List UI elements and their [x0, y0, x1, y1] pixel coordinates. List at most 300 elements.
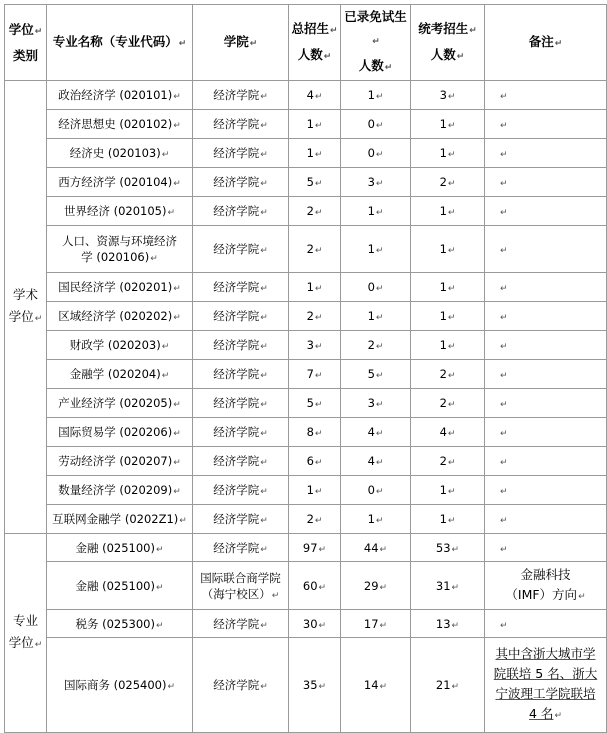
cell-text: 学 (020106) [81, 250, 150, 264]
exempt-cell [341, 81, 411, 110]
paragraph-mark: ↵ [447, 284, 456, 294]
cell-text: 经济学院 [213, 512, 260, 526]
school-cell [193, 360, 289, 389]
table-row [5, 110, 607, 139]
paragraph-mark: ↵ [500, 620, 508, 631]
cell-text: 经济学院 [213, 454, 260, 468]
paragraph-mark: ↵ [447, 400, 456, 410]
paragraph-mark: ↵ [314, 458, 323, 468]
cell-text: 2 [367, 338, 375, 352]
paragraph-mark: ↵ [375, 150, 384, 160]
header-major: 专业名称（专业代码）↵ [47, 5, 193, 81]
school-cell [193, 302, 289, 331]
paragraph-mark: ↵ [379, 620, 388, 631]
cell-text: 国民经济学 (020201) [58, 280, 173, 294]
header-total: 总招生↵ 人数↵ [289, 5, 341, 81]
major-cell [47, 360, 193, 389]
paragraph-mark: ↵ [375, 121, 384, 131]
cell-text: 其中含浙大城市学 [495, 646, 596, 661]
paragraph-mark: ↵ [447, 487, 456, 497]
major-cell [47, 610, 193, 638]
paragraph-mark: ↵ [34, 640, 43, 650]
header-exempt: 已录免试生↵ 人数↵ [341, 5, 411, 81]
paragraph-mark: ↵ [34, 314, 43, 324]
paragraph-mark: ↵ [314, 284, 323, 294]
exam-cell [411, 389, 485, 418]
major-cell [47, 331, 193, 360]
cell-text: 产业经济学 (020205) [58, 396, 173, 410]
paragraph-mark: ↵ [150, 254, 158, 264]
exempt-cell [341, 273, 411, 302]
paragraph-mark: ↵ [314, 371, 323, 381]
paragraph-mark: ↵ [260, 400, 268, 410]
table-row [5, 638, 607, 733]
paragraph-mark: ↵ [173, 121, 181, 131]
cell-text: 1 [439, 204, 447, 218]
cell-text: 1 [439, 309, 447, 323]
paragraph-mark: ↵ [173, 400, 181, 410]
paragraph-mark: ↵ [260, 246, 268, 256]
school-cell [193, 610, 289, 638]
paragraph-mark: ↵ [173, 284, 181, 294]
note-cell [485, 389, 607, 418]
note-cell [485, 81, 607, 110]
header-school: 学院↵ [193, 5, 289, 81]
cell-text: 1 [439, 146, 447, 160]
exempt-cell [341, 331, 411, 360]
school-cell [193, 331, 289, 360]
cell-text: 经济思想史 (020102) [58, 117, 173, 131]
major-cell [47, 476, 193, 505]
cell-text: 1 [367, 204, 375, 218]
cell-text: 院联培 5 名、浙大 [493, 666, 598, 681]
school-cell [193, 139, 289, 168]
paragraph-mark: ↵ [500, 246, 508, 256]
cell-text: 31 [435, 578, 451, 593]
cell-text: 劳动经济学 (020207) [58, 454, 173, 468]
cell-text: 2 [439, 396, 447, 410]
table-row [5, 302, 607, 331]
school-cell [193, 534, 289, 562]
paragraph-mark: ↵ [500, 121, 508, 131]
school-cell [193, 418, 289, 447]
exam-cell [411, 638, 485, 733]
exam-cell [411, 534, 485, 562]
paragraph-mark: ↵ [451, 582, 460, 593]
cell-text: 1 [367, 512, 375, 526]
school-cell [193, 110, 289, 139]
header-exam: 统考招生↵ 人数↵ [411, 5, 485, 81]
note-cell [485, 418, 607, 447]
paragraph-mark: ↵ [167, 682, 176, 692]
paragraph-mark: ↵ [500, 208, 508, 218]
cell-text: 3 [306, 338, 314, 352]
paragraph-mark: ↵ [379, 582, 388, 593]
table-row [5, 610, 607, 638]
paragraph-mark: ↵ [318, 620, 327, 631]
total-cell [289, 226, 341, 273]
total-cell [289, 110, 341, 139]
cell-text: 财政学 (020203) [69, 338, 161, 352]
total-cell [289, 139, 341, 168]
total-cell [289, 81, 341, 110]
paragraph-mark: ↵ [260, 516, 268, 526]
school-cell [193, 562, 289, 610]
note-cell [485, 226, 607, 273]
paragraph-mark: ↵ [375, 371, 384, 381]
cell-text: 5 [306, 175, 314, 189]
table-row [5, 505, 607, 534]
cell-text: （IMF）方向 [505, 586, 578, 602]
school-cell [193, 476, 289, 505]
table-row [5, 139, 607, 168]
paragraph-mark: ↵ [260, 544, 268, 555]
exempt-cell [341, 302, 411, 331]
cell-text: 税务 (025300) [75, 616, 155, 631]
table-row [5, 81, 607, 110]
cell-text: 经济学院 [213, 338, 260, 352]
paragraph-mark: ↵ [173, 429, 181, 439]
school-cell [193, 197, 289, 226]
paragraph-mark: ↵ [260, 284, 268, 294]
cell-text: 国际联合商学院 [200, 570, 281, 585]
paragraph-mark: ↵ [500, 516, 508, 526]
cell-text: 经济学院 [213, 309, 260, 323]
table-row [5, 534, 607, 562]
paragraph-mark: ↵ [500, 458, 508, 468]
major-cell [47, 110, 193, 139]
paragraph-mark: ↵ [447, 458, 456, 468]
exam-cell [411, 562, 485, 610]
paragraph-mark: ↵ [375, 458, 384, 468]
paragraph-mark: ↵ [375, 208, 384, 218]
school-cell [193, 638, 289, 733]
cell-text: 国际贸易学 (020206) [58, 425, 173, 439]
paragraph-mark: ↵ [451, 544, 460, 555]
paragraph-mark: ↵ [314, 208, 323, 218]
cell-text: 17 [363, 616, 379, 631]
major-cell [47, 302, 193, 331]
school-cell [193, 447, 289, 476]
cell-text: 29 [363, 578, 379, 593]
paragraph-mark: ↵ [554, 711, 562, 721]
cell-text: 3 [439, 88, 447, 102]
cell-text: 13 [435, 616, 451, 631]
cell-text: 经济学院 [213, 204, 260, 218]
cell-text: 金融学 (020204) [69, 367, 161, 381]
note-cell [485, 610, 607, 638]
cell-text: 1 [439, 242, 447, 256]
paragraph-mark: ↵ [161, 150, 170, 160]
exam-cell [411, 139, 485, 168]
paragraph-mark: ↵ [447, 371, 456, 381]
total-cell [289, 273, 341, 302]
table-row [5, 331, 607, 360]
paragraph-mark: ↵ [314, 516, 323, 526]
paragraph-mark: ↵ [314, 179, 323, 189]
note-cell [485, 447, 607, 476]
cell-text: 2 [306, 512, 314, 526]
cell-text: 经济学院 [213, 175, 260, 189]
cell-text: 2 [306, 242, 314, 256]
cell-text: 1 [367, 242, 375, 256]
major-cell [47, 418, 193, 447]
paragraph-mark: ↵ [314, 342, 323, 352]
major-cell [47, 534, 193, 562]
paragraph-mark: ↵ [375, 342, 384, 352]
cell-text: 1 [306, 483, 314, 497]
note-cell [485, 505, 607, 534]
major-cell [47, 389, 193, 418]
exempt-cell [341, 447, 411, 476]
exam-cell [411, 273, 485, 302]
table-row [5, 418, 607, 447]
cell-text: 1 [367, 88, 375, 102]
paragraph-mark: ↵ [260, 179, 268, 189]
cell-text: 政治经济学 (020101) [58, 88, 173, 102]
major-cell [47, 81, 193, 110]
paragraph-mark: ↵ [447, 92, 456, 102]
paragraph-mark: ↵ [314, 246, 323, 256]
paragraph-mark: ↵ [375, 313, 384, 323]
cell-text: 世界经济 (020105) [63, 204, 167, 218]
cell-text: 1 [306, 117, 314, 131]
cell-text: 经济学院 [213, 146, 260, 160]
cell-text: 2 [439, 367, 447, 381]
cell-text: 经济学院 [213, 242, 260, 256]
paragraph-mark: ↵ [500, 487, 508, 497]
paragraph-mark: ↵ [318, 682, 327, 692]
paragraph-mark: ↵ [379, 682, 388, 692]
major-cell [47, 139, 193, 168]
paragraph-mark: ↵ [451, 682, 460, 692]
cell-text: 学位 [8, 309, 34, 324]
table-row [5, 389, 607, 418]
school-cell [193, 226, 289, 273]
paragraph-mark: ↵ [447, 246, 456, 256]
paragraph-mark: ↵ [314, 429, 323, 439]
header-category: 学位↵ 类别 [5, 5, 47, 81]
header-row [5, 5, 607, 81]
paragraph-mark: ↵ [314, 400, 323, 410]
cell-text: 专业 [12, 613, 38, 628]
paragraph-mark: ↵ [375, 92, 384, 102]
cell-text: 经济学院 [213, 678, 260, 692]
paragraph-mark: ↵ [375, 179, 384, 189]
exam-cell [411, 360, 485, 389]
note-cell [485, 562, 607, 610]
paragraph-mark: ↵ [314, 92, 323, 102]
paragraph-mark: ↵ [260, 458, 268, 468]
major-cell [47, 638, 193, 733]
paragraph-mark: ↵ [314, 487, 323, 497]
header-note: 备注↵ [485, 5, 607, 81]
paragraph-mark: ↵ [155, 582, 164, 593]
paragraph-mark: ↵ [318, 582, 327, 593]
paragraph-mark: ↵ [260, 150, 268, 160]
cell-text: 经济学院 [213, 540, 260, 555]
note-cell [485, 168, 607, 197]
paragraph-mark: ↵ [173, 179, 181, 189]
paragraph-mark: ↵ [260, 487, 268, 497]
exempt-cell [341, 360, 411, 389]
cell-text: 2 [439, 454, 447, 468]
cell-text: 经济学院 [213, 396, 260, 410]
cell-text: 经济学院 [213, 280, 260, 294]
cell-text: 0 [367, 146, 375, 160]
school-cell [193, 168, 289, 197]
exempt-cell [341, 476, 411, 505]
total-cell [289, 168, 341, 197]
cell-text: 14 [363, 678, 379, 692]
paragraph-mark: ↵ [260, 92, 268, 102]
cell-text: 人口、资源与环境经济 [62, 234, 177, 248]
cell-text: 6 [306, 454, 314, 468]
cell-text: 1 [439, 117, 447, 131]
table-row [5, 197, 607, 226]
table-row [5, 360, 607, 389]
exempt-cell [341, 389, 411, 418]
paragraph-mark: ↵ [314, 313, 323, 323]
total-cell [289, 302, 341, 331]
paragraph-mark: ↵ [271, 590, 280, 601]
cell-text: 0 [367, 483, 375, 497]
cell-text: 金融 (025100) [75, 540, 155, 555]
exempt-cell [341, 110, 411, 139]
exempt-cell [341, 168, 411, 197]
exam-cell [411, 302, 485, 331]
table-row [5, 447, 607, 476]
exam-cell [411, 505, 485, 534]
paragraph-mark: ↵ [260, 208, 268, 218]
major-cell [47, 562, 193, 610]
note-cell [485, 476, 607, 505]
cell-text: 1 [439, 338, 447, 352]
cell-text: 经济学院 [213, 88, 260, 102]
total-cell [289, 360, 341, 389]
paragraph-mark: ↵ [447, 313, 456, 323]
paragraph-mark: ↵ [500, 284, 508, 294]
cell-text: 经济学院 [213, 117, 260, 131]
paragraph-mark: ↵ [447, 150, 456, 160]
major-cell [47, 447, 193, 476]
exam-cell [411, 610, 485, 638]
cell-text: 4 [439, 425, 447, 439]
table-row [5, 226, 607, 273]
cell-text: 经济学院 [213, 616, 260, 631]
exam-cell [411, 476, 485, 505]
cell-text: 学位 [8, 635, 34, 650]
cell-text: 经济史 (020103) [69, 146, 161, 160]
cell-text: 4 [306, 88, 314, 102]
cell-text: 60 [302, 578, 318, 593]
cell-text: 数量经济学 (020209) [58, 483, 173, 497]
paragraph-mark: ↵ [451, 620, 460, 631]
cell-text: 4 [367, 425, 375, 439]
paragraph-mark: ↵ [179, 516, 187, 526]
note-cell [485, 331, 607, 360]
note-cell [485, 273, 607, 302]
note-cell [485, 638, 607, 733]
paragraph-mark: ↵ [260, 620, 268, 631]
paragraph-mark: ↵ [447, 121, 456, 131]
paragraph-mark: ↵ [260, 313, 268, 323]
cell-text: 5 [306, 396, 314, 410]
cell-text: 3 [367, 396, 375, 410]
paragraph-mark: ↵ [375, 284, 384, 294]
total-cell [289, 505, 341, 534]
paragraph-mark: ↵ [155, 544, 164, 555]
exempt-cell [341, 226, 411, 273]
paragraph-mark: ↵ [500, 92, 508, 102]
paragraph-mark: ↵ [447, 342, 456, 352]
total-cell [289, 331, 341, 360]
school-cell [193, 505, 289, 534]
cell-text: （海宁校区） [201, 586, 271, 601]
paragraph-mark: ↵ [500, 429, 508, 439]
total-cell [289, 418, 341, 447]
paragraph-mark: ↵ [155, 620, 164, 631]
table-body [5, 81, 607, 733]
paragraph-mark: ↵ [167, 208, 176, 218]
cell-text: 互联网金融学 (0202Z1) [52, 512, 179, 526]
paragraph-mark: ↵ [375, 400, 384, 410]
table-row [5, 562, 607, 610]
cell-text: 4 名 [529, 706, 554, 721]
cell-text: 1 [306, 280, 314, 294]
cell-text: 1 [367, 309, 375, 323]
note-cell [485, 139, 607, 168]
exempt-cell [341, 562, 411, 610]
cell-text: 1 [439, 512, 447, 526]
cell-text: 0 [367, 117, 375, 131]
paragraph-mark: ↵ [314, 150, 323, 160]
note-cell [485, 534, 607, 562]
major-cell [47, 505, 193, 534]
paragraph-mark: ↵ [578, 591, 586, 602]
admissions-table [4, 4, 607, 733]
exam-cell [411, 331, 485, 360]
exempt-cell [341, 638, 411, 733]
cell-text: 21 [435, 678, 451, 692]
exam-cell [411, 81, 485, 110]
cell-text: 8 [306, 425, 314, 439]
paragraph-mark: ↵ [500, 400, 508, 410]
total-cell [289, 534, 341, 562]
school-cell [193, 81, 289, 110]
exam-cell [411, 226, 485, 273]
cell-text: 2 [439, 175, 447, 189]
total-cell [289, 197, 341, 226]
exempt-cell [341, 534, 411, 562]
paragraph-mark: ↵ [161, 342, 170, 352]
cell-text: 5 [367, 367, 375, 381]
exam-cell [411, 168, 485, 197]
paragraph-mark: ↵ [500, 150, 508, 160]
cell-text: 3 [367, 175, 375, 189]
total-cell [289, 610, 341, 638]
cell-text: 2 [306, 309, 314, 323]
note-cell [485, 197, 607, 226]
cell-text: 7 [306, 367, 314, 381]
paragraph-mark: ↵ [447, 516, 456, 526]
paragraph-mark: ↵ [500, 371, 508, 381]
note-cell [485, 360, 607, 389]
exempt-cell [341, 418, 411, 447]
paragraph-mark: ↵ [260, 342, 268, 352]
cell-text: 国际商务 (025400) [63, 678, 167, 692]
school-cell [193, 273, 289, 302]
